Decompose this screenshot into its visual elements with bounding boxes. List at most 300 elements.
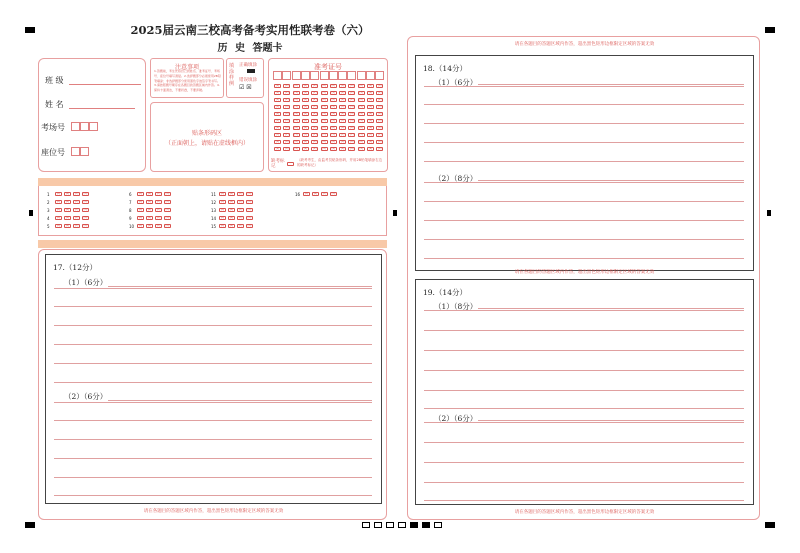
mc-question-number: 12 bbox=[211, 200, 217, 205]
exam-digit-bubble[interactable]: [0] bbox=[303, 84, 308, 87]
room-box-1[interactable] bbox=[71, 122, 80, 131]
seat-box-2[interactable] bbox=[80, 147, 89, 156]
exam-digit-bubble[interactable]: [9] bbox=[312, 147, 317, 150]
answer-line[interactable] bbox=[424, 201, 744, 202]
exam-digit-bubble[interactable]: [7] bbox=[368, 133, 373, 136]
exam-digit-bubble[interactable]: [9] bbox=[331, 147, 335, 150]
mc-option-bubble[interactable]: [C] bbox=[156, 192, 161, 195]
exam-digit-bubble[interactable]: [8] bbox=[303, 140, 308, 143]
name-field[interactable] bbox=[69, 108, 135, 109]
exam-digit-bubble[interactable]: [7] bbox=[359, 133, 363, 136]
mc-option-bubble[interactable]: [D] bbox=[83, 200, 88, 203]
exam-number-cell[interactable] bbox=[338, 71, 347, 80]
answer-line[interactable] bbox=[424, 422, 744, 423]
exam-digit-bubble[interactable]: [6] bbox=[378, 126, 382, 129]
fill-example-label: 填涂样例 bbox=[229, 63, 235, 87]
mc-option-bubble[interactable]: [C] bbox=[156, 224, 161, 227]
mc-option-bubble[interactable]: [B] bbox=[229, 192, 234, 195]
exam-digit-bubble[interactable]: [3] bbox=[350, 105, 354, 108]
answer-line[interactable] bbox=[424, 482, 744, 483]
mc-option-bubble[interactable]: [A] bbox=[304, 192, 309, 195]
q18-part2-label: （2）（8分） bbox=[434, 174, 478, 183]
mc-option-bubble[interactable]: [B] bbox=[229, 216, 234, 219]
exam-digit-bubble[interactable]: [8] bbox=[378, 140, 382, 143]
exam-digit-bubble[interactable]: [3] bbox=[378, 105, 382, 108]
mc-option-bubble[interactable]: [B] bbox=[65, 192, 70, 195]
q17-title: 17.（12分） bbox=[53, 263, 97, 272]
exam-digit-bubble[interactable]: [0] bbox=[368, 84, 373, 87]
mc-option-bubble[interactable]: [B] bbox=[147, 192, 152, 195]
answer-line[interactable] bbox=[54, 495, 372, 496]
answer-line[interactable] bbox=[54, 382, 372, 383]
exam-digit-bubble[interactable]: [6] bbox=[303, 126, 308, 129]
mc-option-bubble[interactable]: [D] bbox=[83, 216, 88, 219]
exam-digit-bubble[interactable]: [4] bbox=[303, 112, 308, 115]
page-title: 2025届云南三校高考备考实用性联考卷（六） bbox=[130, 23, 370, 37]
class-label: 班 级 bbox=[45, 76, 64, 85]
exam-digit-bubble[interactable]: [3] bbox=[368, 105, 373, 108]
exam-digit-bubble[interactable]: [7] bbox=[350, 133, 354, 136]
mc-option-bubble[interactable]: [D] bbox=[247, 200, 252, 203]
exam-digit-bubble[interactable]: [2] bbox=[275, 98, 280, 101]
exam-digit-bubble[interactable]: [6] bbox=[275, 126, 280, 129]
mc-option-bubble[interactable]: [C] bbox=[156, 208, 161, 211]
exam-digit-bubble[interactable]: [4] bbox=[331, 112, 335, 115]
answer-line[interactable] bbox=[108, 400, 372, 401]
exam-digit-bubble[interactable]: [5] bbox=[312, 119, 317, 122]
mc-option-bubble[interactable]: [A] bbox=[220, 224, 225, 227]
exam-digit-bubble[interactable]: [5] bbox=[331, 119, 335, 122]
mc-option-bubble[interactable]: [B] bbox=[147, 216, 152, 219]
mc-option-bubble[interactable]: [B] bbox=[65, 216, 70, 219]
seat-box-1[interactable] bbox=[71, 147, 80, 156]
mc-option-bubble[interactable]: [D] bbox=[83, 192, 88, 195]
side-marker-right bbox=[767, 210, 771, 216]
mc-option-bubble[interactable]: [A] bbox=[56, 192, 61, 195]
right-column-region bbox=[407, 36, 760, 520]
exam-digit-bubble[interactable]: [4] bbox=[359, 112, 363, 115]
exam-digit-bubble[interactable]: [7] bbox=[303, 133, 308, 136]
corner-marker-tl bbox=[25, 27, 35, 33]
answer-line[interactable] bbox=[424, 239, 744, 240]
exam-digit-bubble[interactable]: [9] bbox=[294, 147, 298, 150]
answer-line[interactable] bbox=[478, 84, 744, 85]
exam-digit-bubble[interactable]: [6] bbox=[350, 126, 354, 129]
exam-digit-bubble[interactable]: [8] bbox=[331, 140, 335, 143]
exam-digit-bubble[interactable]: [3] bbox=[294, 105, 298, 108]
answer-line[interactable] bbox=[424, 350, 744, 351]
mc-option-bubble[interactable]: [C] bbox=[74, 200, 79, 203]
exam-digit-bubble[interactable]: [4] bbox=[340, 112, 345, 115]
multiple-choice-area bbox=[38, 186, 387, 236]
exam-digit-bubble[interactable]: [1] bbox=[285, 91, 289, 94]
q17-answer-box bbox=[45, 254, 382, 504]
mc-option-bubble[interactable]: [D] bbox=[165, 208, 170, 211]
answer-line[interactable] bbox=[54, 439, 372, 440]
mc-option-bubble[interactable]: [A] bbox=[220, 208, 225, 211]
exam-digit-bubble[interactable]: [3] bbox=[322, 105, 326, 108]
q19-part2-label: （2）（6分） bbox=[434, 414, 478, 423]
exam-digit-bubble[interactable]: [1] bbox=[340, 91, 345, 94]
exam-digit-bubble[interactable]: [4] bbox=[322, 112, 326, 115]
mc-option-bubble[interactable]: [A] bbox=[56, 216, 61, 219]
exam-digit-bubble[interactable]: [1] bbox=[350, 91, 354, 94]
exam-digit-bubble[interactable]: [7] bbox=[331, 133, 335, 136]
exam-digit-bubble[interactable]: [8] bbox=[275, 140, 280, 143]
mc-option-bubble[interactable]: [B] bbox=[147, 200, 152, 203]
mc-option-bubble[interactable]: [A] bbox=[56, 208, 61, 211]
exam-digit-bubble[interactable]: [1] bbox=[359, 91, 363, 94]
exam-digit-bubble[interactable]: [6] bbox=[322, 126, 326, 129]
exam-digit-bubble[interactable]: [5] bbox=[303, 119, 308, 122]
answer-line[interactable] bbox=[424, 462, 744, 463]
exam-digit-bubble[interactable]: [1] bbox=[368, 91, 373, 94]
exam-digit-bubble[interactable]: [2] bbox=[340, 98, 345, 101]
exam-digit-bubble[interactable]: [8] bbox=[322, 140, 326, 143]
fill-correct-label: 正确填涂 bbox=[239, 63, 257, 68]
mc-option-bubble[interactable]: [C] bbox=[238, 208, 243, 211]
mc-option-bubble[interactable]: [B] bbox=[229, 224, 234, 227]
answer-line[interactable] bbox=[54, 288, 372, 289]
mc-question-number: 4 bbox=[47, 216, 50, 221]
exam-digit-bubble[interactable]: [6] bbox=[368, 126, 373, 129]
exam-number-cell[interactable] bbox=[282, 71, 291, 80]
exam-digit-bubble[interactable]: [1] bbox=[275, 91, 280, 94]
exam-number-cell[interactable] bbox=[357, 71, 366, 80]
exam-digit-bubble[interactable]: [5] bbox=[378, 119, 382, 122]
exam-digit-bubble[interactable]: [5] bbox=[350, 119, 354, 122]
exam-number-cell[interactable] bbox=[292, 71, 301, 80]
mc-question-number: 13 bbox=[211, 208, 217, 213]
exam-digit-bubble[interactable]: [2] bbox=[303, 98, 308, 101]
exam-digit-bubble[interactable]: [4] bbox=[350, 112, 354, 115]
exam-digit-bubble[interactable]: [0] bbox=[350, 84, 354, 87]
exam-digit-bubble[interactable]: [0] bbox=[359, 84, 363, 87]
exam-number-cell[interactable] bbox=[273, 71, 282, 80]
mc-option-bubble[interactable]: [D] bbox=[83, 224, 88, 227]
answer-line[interactable] bbox=[54, 325, 372, 326]
mc-option-bubble[interactable]: [D] bbox=[331, 192, 336, 195]
exam-digit-bubble[interactable]: [3] bbox=[303, 105, 308, 108]
exam-digit-bubble[interactable]: [8] bbox=[340, 140, 345, 143]
exam-digit-bubble[interactable]: [4] bbox=[378, 112, 382, 115]
exam-digit-bubble[interactable]: [9] bbox=[340, 147, 345, 150]
exam-digit-bubble[interactable]: [8] bbox=[368, 140, 373, 143]
mc-option-bubble[interactable]: [B] bbox=[65, 208, 70, 211]
mc-option-bubble[interactable]: [A] bbox=[138, 224, 143, 227]
mc-question-number: 5 bbox=[47, 224, 50, 229]
barcode-label: 贴条形码区 bbox=[191, 130, 222, 137]
mc-option-bubble[interactable]: [B] bbox=[147, 208, 152, 211]
exam-digit-bubble[interactable]: [7] bbox=[294, 133, 298, 136]
exam-digit-bubble[interactable]: [4] bbox=[294, 112, 298, 115]
exam-digit-bubble[interactable]: [5] bbox=[285, 119, 289, 122]
answer-line[interactable] bbox=[424, 442, 744, 443]
answer-line[interactable] bbox=[424, 408, 744, 409]
q19-title: 19.（14分） bbox=[423, 288, 467, 297]
exam-digit-bubble[interactable]: [6] bbox=[285, 126, 289, 129]
mc-option-bubble[interactable]: [C] bbox=[74, 192, 79, 195]
answer-line[interactable] bbox=[478, 308, 744, 309]
exam-digit-bubble[interactable]: [5] bbox=[294, 119, 298, 122]
mc-option-bubble[interactable]: [B] bbox=[229, 208, 234, 211]
exam-digit-bubble[interactable]: [2] bbox=[368, 98, 373, 101]
exam-digit-bubble[interactable]: [5] bbox=[340, 119, 345, 122]
mc-option-bubble[interactable]: [A] bbox=[138, 208, 143, 211]
exam-digit-bubble[interactable]: [9] bbox=[275, 147, 280, 150]
mc-option-bubble[interactable]: [A] bbox=[56, 224, 61, 227]
exam-digit-bubble[interactable]: [3] bbox=[275, 105, 280, 108]
mc-option-bubble[interactable]: [A] bbox=[138, 216, 143, 219]
exam-digit-bubble[interactable]: [0] bbox=[294, 84, 298, 87]
q18-answer-box bbox=[415, 55, 754, 271]
exam-digit-bubble[interactable]: [9] bbox=[378, 147, 382, 150]
mc-question-number: 2 bbox=[47, 200, 50, 205]
top-warning: 请在各题目的答题区域内作答，超出黑色矩形边框限定区域的答案无效 bbox=[514, 42, 655, 47]
mc-option-bubble[interactable]: [B] bbox=[65, 224, 70, 227]
mc-option-bubble[interactable]: [A] bbox=[138, 200, 143, 203]
exam-digit-bubble[interactable]: [4] bbox=[368, 112, 373, 115]
mc-option-bubble[interactable]: [C] bbox=[238, 200, 243, 203]
q18-warning: 请在各题目的答题区域内作答，超出黑色矩形边框限定区域的答案无效 bbox=[514, 270, 655, 275]
exam-digit-bubble[interactable]: [2] bbox=[312, 98, 317, 101]
exam-digit-bubble[interactable]: [9] bbox=[350, 147, 354, 150]
answer-line[interactable] bbox=[108, 286, 372, 287]
mc-option-bubble[interactable]: [C] bbox=[74, 224, 79, 227]
exam-digit-bubble[interactable]: [2] bbox=[378, 98, 382, 101]
corner-marker-tr bbox=[765, 27, 775, 33]
mc-question-number: 3 bbox=[47, 208, 50, 213]
mc-option-bubble[interactable]: [D] bbox=[165, 200, 170, 203]
exam-digit-bubble[interactable]: [3] bbox=[285, 105, 289, 108]
notes-panel bbox=[150, 58, 224, 98]
exam-digit-bubble[interactable]: [4] bbox=[312, 112, 317, 115]
mc-option-bubble[interactable]: [A] bbox=[220, 216, 225, 219]
mc-option-bubble[interactable]: [B] bbox=[229, 200, 234, 203]
barcode-area bbox=[150, 102, 264, 172]
exam-digit-bubble[interactable]: [3] bbox=[331, 105, 335, 108]
mc-option-bubble[interactable]: [C] bbox=[74, 208, 79, 211]
mc-question-number: 14 bbox=[211, 216, 217, 221]
exam-digit-bubble[interactable]: [5] bbox=[368, 119, 373, 122]
exam-digit-bubble[interactable]: [7] bbox=[285, 133, 289, 136]
answer-line[interactable] bbox=[424, 86, 744, 87]
mc-option-bubble[interactable]: [C] bbox=[238, 192, 243, 195]
class-field[interactable] bbox=[69, 84, 141, 85]
exam-number-cell[interactable] bbox=[320, 71, 329, 80]
answer-line[interactable] bbox=[54, 363, 372, 364]
exam-digit-bubble[interactable]: [5] bbox=[322, 119, 326, 122]
exam-digit-bubble[interactable]: [6] bbox=[294, 126, 298, 129]
q19-answer-box bbox=[415, 279, 754, 505]
exam-digit-bubble[interactable]: [0] bbox=[340, 84, 345, 87]
exam-digit-bubble[interactable]: [1] bbox=[322, 91, 326, 94]
exam-number-cell[interactable] bbox=[329, 71, 338, 80]
answer-line[interactable] bbox=[54, 420, 372, 421]
exam-digit-bubble[interactable]: [6] bbox=[359, 126, 363, 129]
mc-option-bubble[interactable]: [D] bbox=[165, 192, 170, 195]
mc-option-bubble[interactable]: [D] bbox=[247, 224, 252, 227]
exam-digit-bubble[interactable]: [4] bbox=[275, 112, 280, 115]
answer-line[interactable] bbox=[424, 330, 744, 331]
exam-digit-bubble[interactable]: [9] bbox=[359, 147, 363, 150]
exam-digit-bubble[interactable]: [0] bbox=[331, 84, 335, 87]
mc-band-top bbox=[38, 178, 387, 186]
side-marker-mid bbox=[393, 210, 397, 216]
exam-digit-bubble[interactable]: [6] bbox=[340, 126, 345, 129]
answer-line[interactable] bbox=[424, 161, 744, 162]
absent-bubble[interactable] bbox=[287, 162, 294, 166]
exam-digit-bubble[interactable]: [0] bbox=[378, 84, 382, 87]
room-box-2[interactable] bbox=[80, 122, 89, 131]
mc-option-bubble[interactable]: [D] bbox=[165, 216, 170, 219]
mc-question-number: 7 bbox=[129, 200, 132, 205]
answer-line[interactable] bbox=[424, 390, 744, 391]
answer-line[interactable] bbox=[424, 310, 744, 311]
answer-line[interactable] bbox=[54, 306, 372, 307]
exam-digit-bubble[interactable]: [0] bbox=[275, 84, 280, 87]
q17-part2-label: （2）（6分） bbox=[64, 392, 108, 401]
exam-digit-bubble[interactable]: [7] bbox=[275, 133, 280, 136]
answer-line[interactable] bbox=[424, 370, 744, 371]
seat-label: 座位号 bbox=[41, 148, 65, 157]
exam-digit-bubble[interactable]: [1] bbox=[331, 91, 335, 94]
q17-part1-label: （1）（6分） bbox=[64, 278, 108, 287]
exam-digit-bubble[interactable]: [9] bbox=[303, 147, 308, 150]
exam-digit-bubble[interactable]: [1] bbox=[294, 91, 298, 94]
answer-line[interactable] bbox=[54, 477, 372, 478]
exam-digit-bubble[interactable]: [7] bbox=[340, 133, 345, 136]
exam-digit-bubble[interactable]: [8] bbox=[350, 140, 354, 143]
answer-line[interactable] bbox=[424, 142, 744, 143]
answer-line[interactable] bbox=[424, 220, 744, 221]
mc-option-bubble[interactable]: [B] bbox=[147, 224, 152, 227]
mc-option-bubble[interactable]: [B] bbox=[313, 192, 318, 195]
mc-question-number: 1 bbox=[47, 192, 50, 197]
corner-marker-br bbox=[765, 522, 775, 528]
mc-option-bubble[interactable]: [C] bbox=[156, 216, 161, 219]
mc-option-bubble[interactable]: [D] bbox=[247, 208, 252, 211]
exam-digit-bubble[interactable]: [3] bbox=[359, 105, 363, 108]
exam-digit-bubble[interactable]: [6] bbox=[331, 126, 335, 129]
exam-digit-bubble[interactable]: [3] bbox=[312, 105, 317, 108]
fill-wrong-icon: ☑ ☒ bbox=[239, 84, 252, 91]
exam-number-title: 准考证号 bbox=[314, 63, 342, 71]
exam-digit-bubble[interactable]: [7] bbox=[312, 133, 317, 136]
exam-digit-bubble[interactable]: [7] bbox=[378, 133, 382, 136]
side-marker-left bbox=[29, 210, 33, 216]
mc-option-bubble[interactable]: [A] bbox=[56, 200, 61, 203]
exam-digit-bubble[interactable]: [1] bbox=[378, 91, 382, 94]
answer-line[interactable] bbox=[424, 123, 744, 124]
mc-option-bubble[interactable]: [C] bbox=[74, 216, 79, 219]
mc-question-number: 11 bbox=[211, 192, 217, 197]
answer-line[interactable] bbox=[424, 258, 744, 259]
q17-region bbox=[38, 249, 387, 520]
exam-digit-bubble[interactable]: [2] bbox=[359, 98, 363, 101]
exam-number-cell[interactable] bbox=[366, 71, 375, 80]
answer-line[interactable] bbox=[54, 344, 372, 345]
exam-number-cell[interactable] bbox=[310, 71, 319, 80]
exam-digit-bubble[interactable]: [2] bbox=[350, 98, 354, 101]
exam-digit-bubble[interactable]: [9] bbox=[285, 147, 289, 150]
name-label: 姓 名 bbox=[45, 100, 64, 109]
exam-digit-bubble[interactable]: [1] bbox=[303, 91, 308, 94]
answer-line[interactable] bbox=[424, 104, 744, 105]
page-code-marks bbox=[362, 522, 462, 530]
exam-digit-bubble[interactable]: [8] bbox=[359, 140, 363, 143]
corner-marker-bl bbox=[25, 522, 35, 528]
exam-digit-bubble[interactable]: [7] bbox=[322, 133, 326, 136]
exam-digit-bubble[interactable]: [8] bbox=[294, 140, 298, 143]
fill-correct-icon bbox=[247, 69, 255, 73]
room-box-3[interactable] bbox=[89, 122, 98, 131]
notes-text: 1.答题前，考生先将自己的姓名、准考证号、考场号、座位号填写清楚。2.选择题部分必须使用2B铅笔填涂；非选择题部分使用黑色字迹签字笔书写。3.请按照题号顺序在各题目的答题区域内作答。4.保持卡面清洁，不要折叠，不要弄破。 bbox=[154, 69, 221, 93]
mc-option-bubble[interactable]: [D] bbox=[247, 192, 252, 195]
exam-digit-bubble[interactable]: [0] bbox=[322, 84, 326, 87]
mc-option-bubble[interactable]: [C] bbox=[322, 192, 327, 195]
answer-line[interactable] bbox=[54, 458, 372, 459]
room-label: 考场号 bbox=[41, 123, 65, 132]
exam-number-cell[interactable] bbox=[347, 71, 356, 80]
exam-number-cell[interactable] bbox=[375, 71, 384, 80]
exam-digit-bubble[interactable]: [0] bbox=[312, 84, 317, 87]
q19-part1-label: （1）（8分） bbox=[434, 302, 478, 311]
exam-digit-bubble[interactable]: [6] bbox=[312, 126, 317, 129]
answer-line[interactable] bbox=[424, 182, 744, 183]
mc-option-bubble[interactable]: [C] bbox=[238, 224, 243, 227]
mc-option-bubble[interactable]: [C] bbox=[156, 200, 161, 203]
exam-number-cell[interactable] bbox=[301, 71, 310, 80]
mc-option-bubble[interactable]: [C] bbox=[238, 216, 243, 219]
q18-title: 18.（14分） bbox=[423, 64, 467, 73]
mc-option-bubble[interactable]: [D] bbox=[83, 208, 88, 211]
answer-line[interactable] bbox=[478, 180, 744, 181]
exam-digit-bubble[interactable]: [2] bbox=[322, 98, 326, 101]
exam-digit-bubble[interactable]: [9] bbox=[322, 147, 326, 150]
mc-question-number: 16 bbox=[295, 192, 301, 197]
fill-example-panel bbox=[226, 58, 264, 98]
mc-option-bubble[interactable]: [A] bbox=[138, 192, 143, 195]
exam-digit-bubble[interactable]: [5] bbox=[275, 119, 280, 122]
q17-warning: 请在各题目的答题区域内作答，超出黑色矩形边框限定区域的答案无效 bbox=[143, 509, 284, 514]
exam-digit-bubble[interactable]: [5] bbox=[359, 119, 363, 122]
exam-digit-bubble[interactable]: [0] bbox=[285, 84, 289, 87]
exam-digit-bubble[interactable]: [9] bbox=[368, 147, 373, 150]
mc-question-number: 8 bbox=[129, 208, 132, 213]
exam-digit-bubble[interactable]: [8] bbox=[285, 140, 289, 143]
exam-digit-bubble[interactable]: [2] bbox=[294, 98, 298, 101]
mc-option-bubble[interactable]: [A] bbox=[220, 192, 225, 195]
exam-digit-bubble[interactable]: [8] bbox=[312, 140, 317, 143]
mc-option-bubble[interactable]: [A] bbox=[220, 200, 225, 203]
exam-digit-bubble[interactable]: [4] bbox=[285, 112, 289, 115]
mc-option-bubble[interactable]: [D] bbox=[165, 224, 170, 227]
exam-digit-bubble[interactable]: [1] bbox=[312, 91, 317, 94]
exam-digit-bubble[interactable]: [3] bbox=[340, 105, 345, 108]
notes-title: 注意事项 bbox=[174, 64, 199, 71]
answer-line[interactable] bbox=[54, 402, 372, 403]
answer-line[interactable] bbox=[478, 420, 744, 421]
mc-option-bubble[interactable]: [D] bbox=[247, 216, 252, 219]
exam-digit-bubble[interactable]: [2] bbox=[331, 98, 335, 101]
page-subtitle: 历 史 答题卡 bbox=[217, 43, 283, 54]
answer-line[interactable] bbox=[424, 500, 744, 501]
absent-note: （缺考考生，由监考员贴条形码，并用2B铅笔填涂右边的缺考标记） bbox=[297, 158, 383, 167]
mc-option-bubble[interactable]: [B] bbox=[65, 200, 70, 203]
bottom-warning: 请在各题目的答题区域内作答，超出黑色矩形边框限定区域的答案无效 bbox=[514, 510, 655, 515]
exam-digit-bubble[interactable]: [2] bbox=[285, 98, 289, 101]
